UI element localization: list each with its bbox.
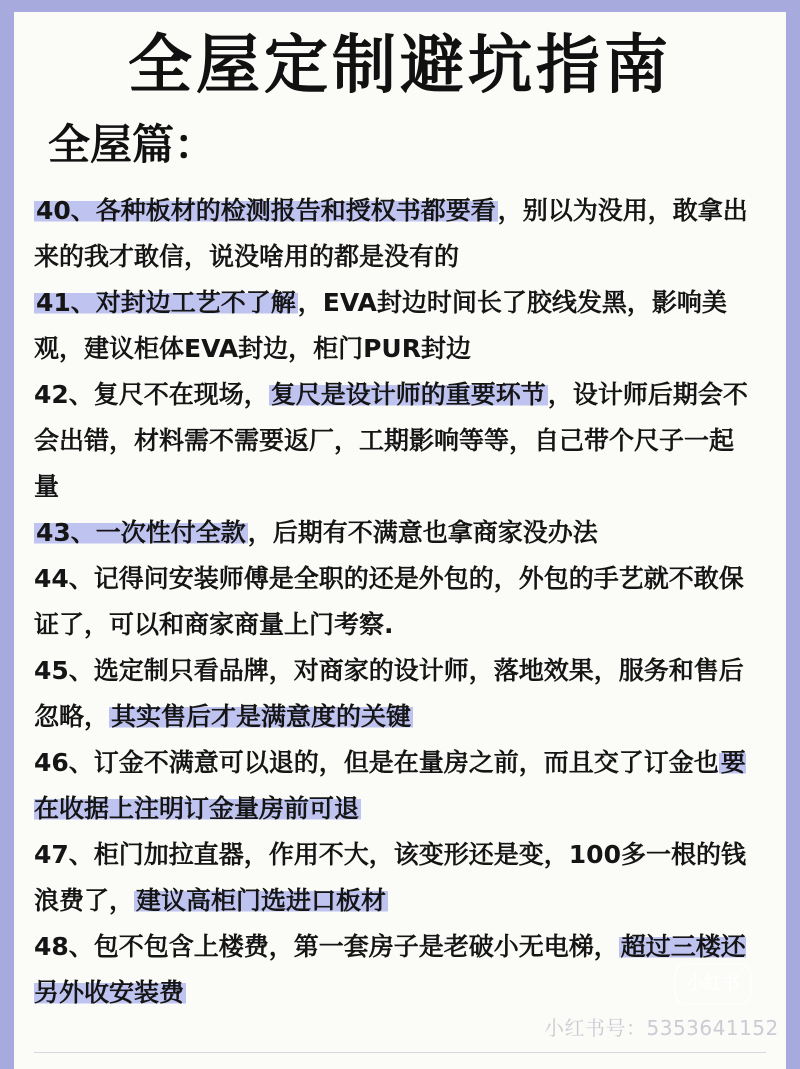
highlighted-text: 41、对封边工艺不了解 — [36, 288, 296, 317]
tips-list — [34, 188, 754, 1016]
divider — [34, 1052, 766, 1053]
list-item — [34, 924, 754, 1016]
body-text: ，别以为没用，敢拿出来的我才敢信，说没啥用的都是没有的 — [34, 196, 748, 271]
watermark-logo: 小红书 — [674, 963, 752, 1005]
page-title: 全屋定制避坑指南 — [128, 29, 672, 103]
body-text: ，后期有不满意也拿商家没办法 — [247, 518, 598, 547]
body-text: 46、订金不满意可以退的，但是在量房之前，而且交了订金也 — [34, 748, 719, 777]
list-item — [34, 280, 754, 372]
list-item — [34, 648, 754, 740]
body-text: ，设计师后期会不会出错，材料需不需要返厂，工期影响等等，自己带个尺子一起量 — [34, 380, 748, 501]
highlighted-text: 要在收据上注明订金量房前可退 — [34, 748, 746, 823]
highlighted-text: 40、各种板材的检测报告和授权书都要看 — [36, 196, 496, 225]
highlighted-text: 建议高柜门选进口板材 — [136, 886, 387, 915]
body-text: 48、包不包含上楼费，第一套房子是老破小无电梯， — [34, 932, 619, 961]
highlighted-text: 其实售后才是满意度的关键 — [111, 702, 412, 731]
body-text: 44、记得问安装师傅是全职的还是外包的，外包的手艺就不敢保证了，可以和商家商量上门考察. — [34, 564, 744, 639]
body-text: ，EVA封边时间长了胶线发黑，影响美观，建议柜体EVA封边，柜门PUR封边 — [34, 288, 727, 363]
section-heading: 全屋篇： — [48, 120, 217, 169]
list-item — [34, 188, 754, 280]
highlighted-text: 复尺是设计师的重要环节 — [270, 380, 546, 409]
document-page — [14, 12, 786, 1069]
highlighted-text: 43、一次性付全款 — [36, 518, 246, 547]
list-item — [34, 510, 754, 556]
highlighted-text: 超过三楼还另外收安装费 — [34, 932, 746, 1007]
body-text: 47、柜门加拉直器，作用不大，该变形还是变，100多一根的钱浪费了， — [34, 840, 746, 915]
watermark-id: 小红书号：5353641152 — [544, 1016, 779, 1040]
body-text: 45、选定制只看品牌，对商家的设计师，落地效果，服务和售后忽略， — [34, 656, 744, 731]
list-item — [34, 740, 754, 832]
list-item — [34, 372, 754, 510]
body-text: 42、复尺不在现场， — [34, 380, 269, 409]
list-item — [34, 556, 754, 648]
list-item — [34, 832, 754, 924]
